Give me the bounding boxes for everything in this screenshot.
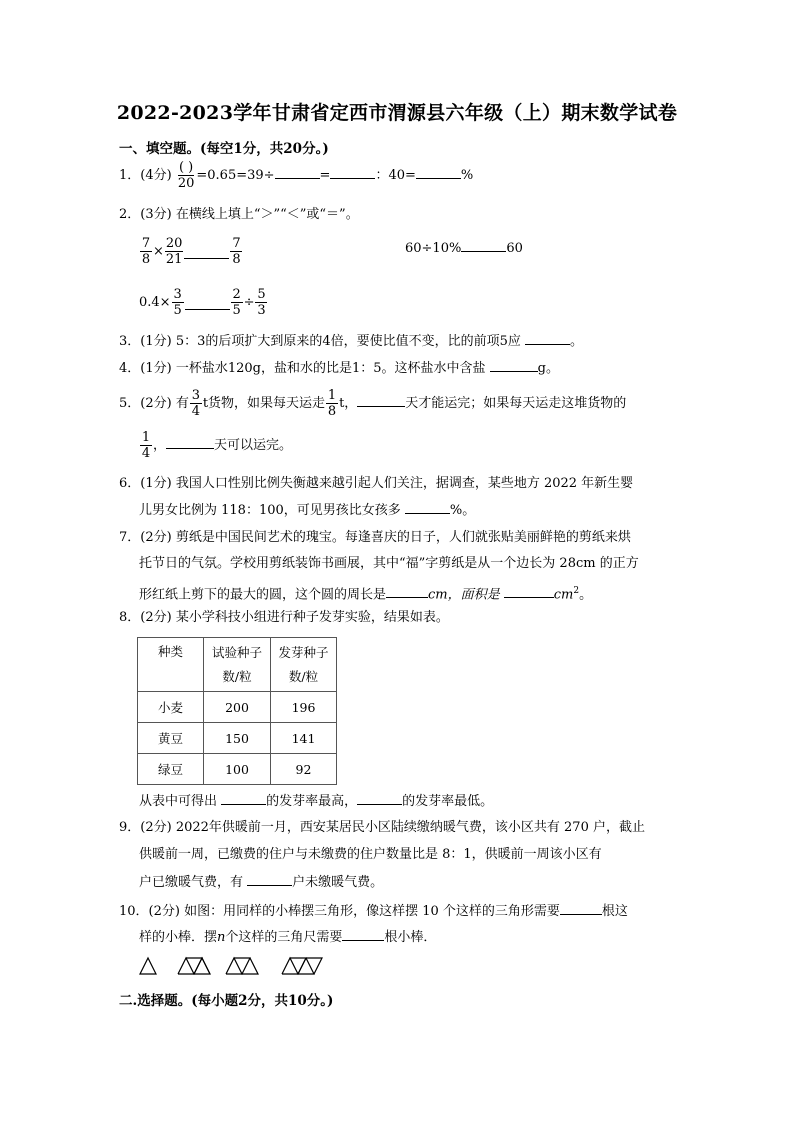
table-header-cell: 种类	[138, 638, 204, 692]
table-cell: 绿豆	[138, 754, 204, 785]
q9-blank[interactable]	[247, 872, 292, 886]
q5-frac2-num: 1	[327, 388, 337, 403]
table-cell: 黄豆	[138, 723, 204, 754]
table-header-row	[138, 638, 337, 692]
q7-l3: 形红纸上剪下的最大的圆，这个圆的周长是	[139, 587, 387, 603]
question-7-line-3	[139, 582, 592, 604]
q3-text: 3．(1分) 5：3的后项扩大到原来的4倍，要使比值不变，比的前项5应	[119, 334, 521, 349]
header-text: 发芽种子	[278, 644, 329, 660]
table-cell: 200	[204, 692, 271, 723]
question-3	[119, 331, 583, 351]
question-5	[119, 388, 626, 419]
section-choice-heading: 二.选择题。(每小题2分，共10分。)	[119, 993, 334, 1009]
question-6-line-2	[139, 500, 475, 520]
header-text: 数/粒	[288, 668, 319, 684]
q4-end: g。	[537, 361, 559, 376]
table-header-cell	[204, 638, 271, 692]
q2c-den2: 5	[232, 303, 241, 318]
q6-blank[interactable]	[405, 500, 450, 514]
q1-fraction	[177, 160, 196, 191]
q5-blank-1[interactable]	[357, 393, 405, 407]
question-2: 2．(3分) 在横线上填上“＞”“＜”或“＝”。	[119, 207, 359, 222]
q10-l2end: 根小棒．	[384, 930, 437, 945]
q7-blank-2[interactable]	[504, 584, 554, 598]
table-row	[138, 692, 337, 723]
q10-l1: 10．(2分) 如图：用同样的小棒摆三角形，像这样摆 10 个这样的三角形需要	[119, 904, 560, 919]
q2a-den1: 8	[141, 252, 151, 267]
q5-blank-2[interactable]	[166, 435, 214, 449]
q8-blank-1[interactable]	[221, 791, 266, 805]
q2-item-b	[405, 238, 523, 256]
header-text: 试验种子	[211, 644, 262, 660]
q10-blank-2[interactable]	[342, 927, 384, 941]
q2a-num3: 7	[232, 236, 241, 251]
q5-frac1-den: 4	[191, 404, 200, 419]
q10-blank-1[interactable]	[560, 901, 602, 915]
q2b-expr: 60÷10%	[405, 241, 462, 256]
q1-prefix: 1．(4分)	[119, 168, 172, 183]
q1-blank-1[interactable]	[275, 165, 320, 179]
q1-frac-num: ( )	[178, 160, 194, 175]
triangle-figure-3	[226, 958, 258, 974]
question-7-line-2: 托节日的气氛。学校用剪纸装饰书画展，其中“福”字剪纸是从一个边长为 28cm 的正方	[139, 556, 639, 571]
q2a-times: ×	[153, 244, 164, 259]
q5-frac1-num: 3	[191, 388, 200, 403]
q2c-num2: 2	[232, 287, 241, 302]
table-cell: 小麦	[138, 692, 204, 723]
page-title: 2022-2023学年甘肃省定西市渭源县六年级（上）期末数学试卷	[116, 102, 678, 124]
q6-l2: 儿男女比例为 118：100，可见男孩比女孩多	[139, 503, 401, 518]
question-9-line-1: 9．(2分) 2022年供暖前一月，西安某居民小区陆续缴纳暖气费，该小区共有 270 户，截止	[119, 820, 645, 835]
q8-after-a: 从表中可得出	[139, 794, 218, 809]
q2a-num2: 20	[165, 236, 183, 251]
q1-frac-den: 20	[177, 176, 195, 191]
table-row	[138, 754, 337, 785]
q4-text: 4．(1分) 一杯盐水120g，盐和水的比是1：5。这杯盐水中含盐	[119, 361, 486, 376]
q5-c: t，	[339, 396, 358, 411]
q3-blank[interactable]	[525, 331, 570, 345]
q4-blank[interactable]	[490, 358, 538, 372]
question-10-line-2	[139, 927, 436, 947]
table-cell: 92	[271, 754, 337, 785]
triangle-figure-2	[178, 958, 210, 974]
question-7-line-1: 7．(2分) 剪纸是中国民间艺术的瑰宝。每逢喜庆的日子，人们就张贴美丽鲜艳的剪纸来烘	[119, 530, 631, 545]
q7-u1: cm，面积是	[428, 587, 500, 603]
question-8: 8．(2分) 某小学科技小组进行种子发芽实验，结果如表。	[119, 610, 449, 625]
q2c-num1: 3	[173, 287, 182, 302]
q6-end: %。	[449, 503, 476, 518]
q8-blank-2[interactable]	[357, 791, 402, 805]
q2c-blank[interactable]	[185, 296, 230, 310]
q5-e: ，	[153, 438, 167, 453]
seed-table	[137, 637, 337, 785]
q9-l3: 户已缴暖气费，有	[139, 875, 244, 890]
q2a-den2: 21	[165, 252, 183, 267]
q1-colon: ：40=	[375, 168, 416, 183]
question-5-cont	[139, 430, 292, 461]
q7-u2: cm	[553, 587, 574, 603]
q2a-blank[interactable]	[184, 245, 229, 259]
q2b-right: 60	[506, 241, 523, 256]
q2a-den3: 8	[232, 252, 241, 267]
q5-frac3-den: 4	[141, 446, 151, 461]
question-9-line-2: 供暖前一周，已缴费的住户与未缴费的住户数量比是 8：1，供暖前一周该小区有	[139, 847, 602, 862]
q2c-den3: 3	[257, 303, 266, 318]
q2c-den1: 5	[173, 303, 182, 318]
question-4	[119, 358, 559, 378]
q5-frac2-den: 8	[327, 404, 337, 419]
q5-d: 天才能运完；如果每天运走这堆货物的	[405, 396, 627, 411]
q7-end: 。	[579, 587, 593, 603]
triangle-figure-1	[140, 958, 156, 974]
table-cell: 196	[271, 692, 337, 723]
q8-after-b: 的发芽率最高，	[266, 794, 358, 809]
q5-b: t货物，如果每天运走	[202, 396, 326, 411]
q1-blank-3[interactable]	[416, 165, 461, 179]
question-8-answer	[139, 791, 493, 811]
q5-f: 天可以运完。	[214, 438, 293, 453]
table-cell: 100	[204, 754, 271, 785]
q2a-num1: 7	[141, 236, 151, 251]
q10-l1end: 根这	[601, 904, 628, 919]
question-6-line-1: 6．(1分) 我国人口性别比例失衡越来越引起人们关注，据调查，某些地方 2022 年新生婴	[119, 476, 634, 491]
q2-item-c	[139, 287, 268, 318]
q2c-div: ÷	[243, 295, 255, 310]
table-row	[138, 723, 337, 754]
q10-n: n	[217, 930, 226, 945]
table-cell: 150	[204, 723, 271, 754]
table-header-cell	[271, 638, 337, 692]
q8-after-c: 的发芽率最低。	[402, 794, 494, 809]
q9-end: 户未缴暖气费。	[292, 875, 384, 890]
question-10-line-1	[119, 901, 628, 921]
q10-l2a: 样的小棒．摆	[139, 930, 218, 945]
q5-frac3-num: 1	[141, 430, 151, 445]
q1-percent: %	[460, 168, 474, 183]
q7-blank-1[interactable]	[386, 584, 428, 598]
question-1	[119, 160, 473, 191]
triangle-figures	[136, 955, 336, 977]
q2b-blank[interactable]	[461, 238, 506, 252]
section-fill-heading: 一、填空题。(每空1分，共20分。)	[119, 141, 329, 157]
q5-a: 5．(2分) 有	[119, 396, 189, 411]
q2-item-a	[139, 236, 243, 267]
table-cell: 141	[271, 723, 337, 754]
q1-eq: =	[319, 168, 331, 183]
question-9-line-3	[139, 872, 383, 892]
q2c-num3: 5	[257, 287, 266, 302]
q3-end: 。	[570, 334, 584, 349]
triangle-figure-4	[282, 958, 322, 974]
q2c-left: 0.4×	[139, 295, 171, 310]
q1-mid: =0.65=39÷	[196, 168, 275, 183]
q7-sup: 2	[573, 586, 580, 596]
q1-blank-2[interactable]	[330, 165, 375, 179]
header-text: 数/粒	[222, 668, 252, 684]
q10-l2b: 个这样的三角尺需要	[225, 930, 343, 945]
